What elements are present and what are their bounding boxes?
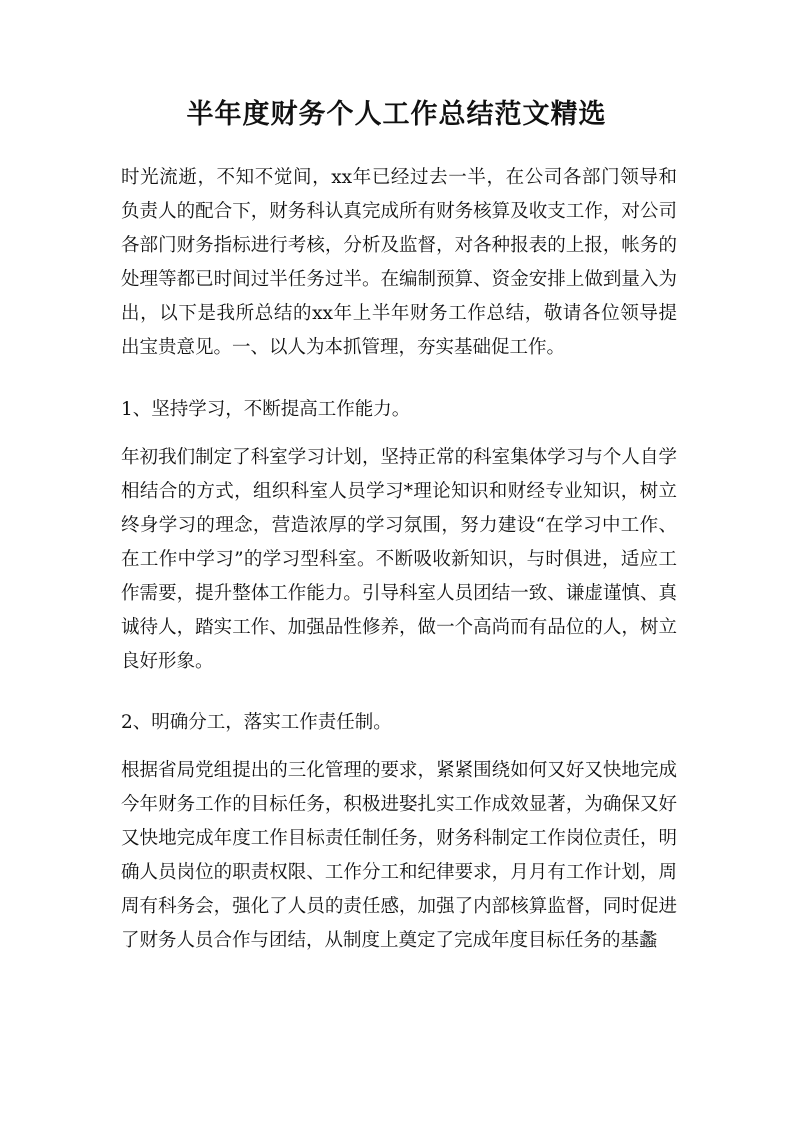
- document-title: 半年度财务个人工作总结范文精选: [186, 99, 607, 130]
- paragraph-responsibility: 根据省局党组提出的三化管理的要求，紧紧围绕如何又好又快地完成今年财务工作的目标任务，积极进娶扎实工作成效显著，为确保又好又快地完成年度工作目标责任制任务，财务科制定工作岗位责任，明确人员岗位的职责权限、工作分工和纪律要求，月月有工作计划，周周有科务会，强化了人员的责任感，加强了内部核算监督，同时促进了财务人员合作与团结，从制度上奠定了完成年度目标任务的基蠡: [121, 760, 677, 951]
- section-heading-2: 2、明确分工，落实工作责任制。: [121, 712, 392, 733]
- section-heading-1: 1、坚持学习，不断提高工作能力。: [121, 399, 411, 420]
- paragraph-learning: 年初我们制定了科室学习计划，坚持正常的科室集体学习与个人自学相结合的方式，组织科室人员学习*理论知识和财经专业知识，树立终身学习的理念，营造浓厚的学习氛围，努力建设“在学习中工作、在工作中学习”的学习型科室。不断吸收新知识，与时俱进，适应工作需要，提升整体工作能力。引导科室人员团结一致、谦虚谨慎、真诚待人，踏实工作、加强品性修养，做一个高尚而有品位的人，树立良好形象。: [121, 447, 677, 672]
- paragraph-intro: 时光流逝，不知不觉间，xx年已经过去一半，在公司各部门领导和负责人的配合下，财务科认真完成所有财务核算及收支工作，对公司各部门财务指标进行考核，分析及监督，对各种报表的上报，帐务的处理等都已时间过半任务过半。在编制预算、资金安排上做到量入为出，以下是我所总结的xx年上半年财务工作总结，敬请各位领导提出宝贵意见。一、以人为本抓管理，夯实基础促工作。: [121, 167, 677, 358]
